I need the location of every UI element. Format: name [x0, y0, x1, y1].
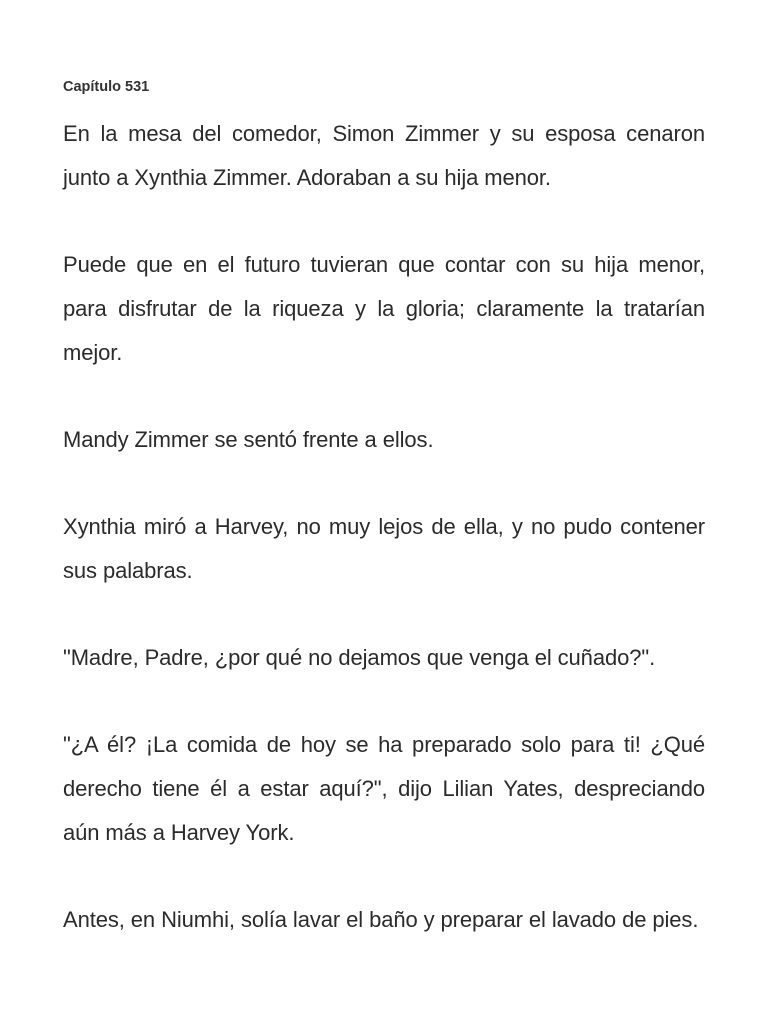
chapter-reader: [63, 76, 705, 985]
paragraph: Mandy Zimmer se sentó frente a ellos.: [63, 427, 434, 452]
paragraph: "¿A él? ¡La comida de hoy se ha preparado solo para ti! ¿Qué derecho tiene él a estar aquí?", dijo Lilian Yates, despreciando aún más a Harvey York.: [63, 732, 705, 845]
chapter-title: Capítulo 531: [63, 79, 150, 95]
paragraph: Xynthia miró a Harvey, no muy lejos de ella, y no pudo contener sus palabras.: [63, 514, 705, 583]
paragraph: "Madre, Padre, ¿por qué no dejamos que venga el cuñado?".: [63, 645, 656, 670]
paragraph: Puede que en el futuro tuvieran que contar con su hija menor, para disfrutar de la riqueza y la gloria; claramente la tratarían mejor.: [63, 252, 705, 365]
paragraph: En la mesa del comedor, Simon Zimmer y su esposa cenaron junto a Xynthia Zimmer. Adoraban a su hija menor.: [63, 121, 705, 190]
paragraph: Antes, en Niumhi, solía lavar el baño y preparar el lavado de pies.: [63, 907, 699, 932]
